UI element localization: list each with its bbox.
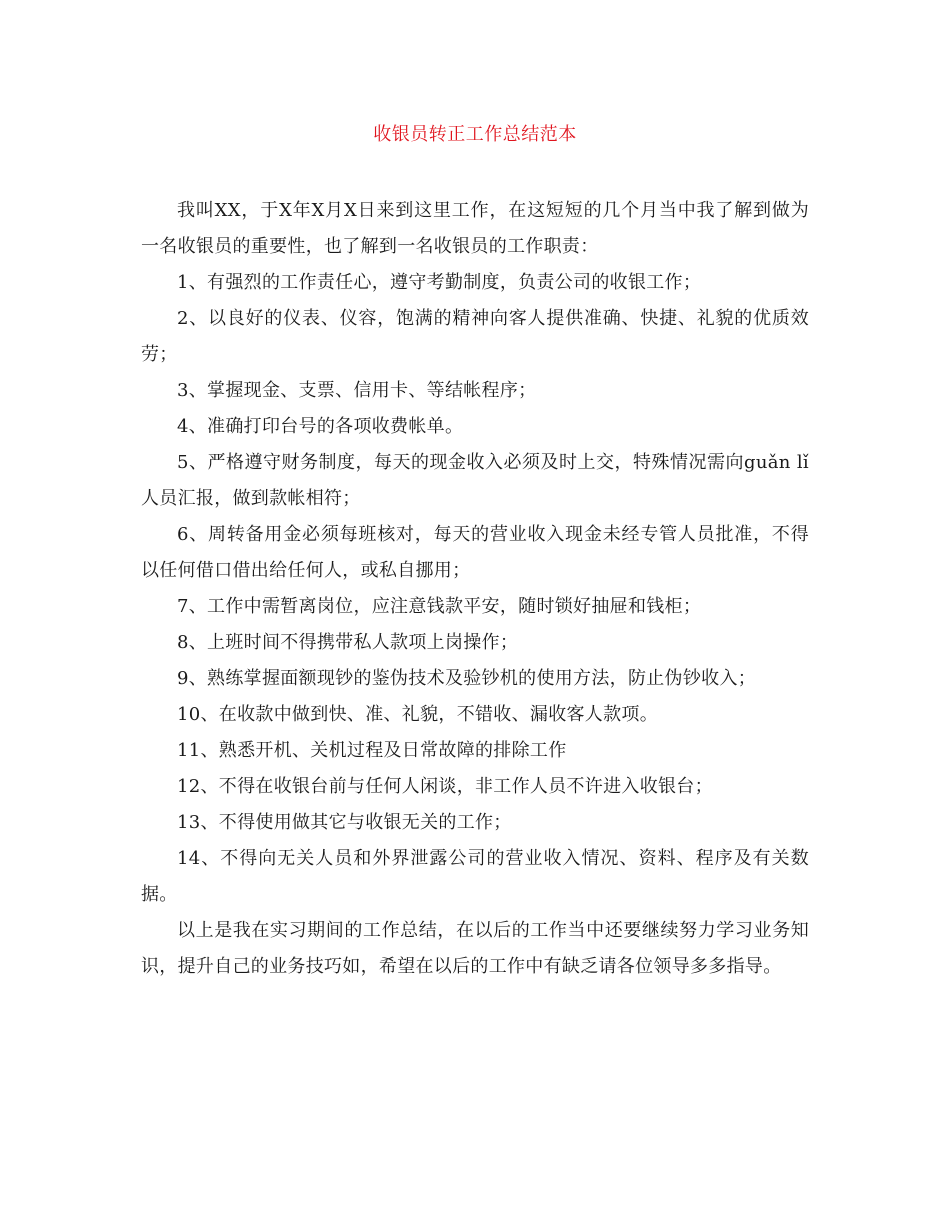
duty-item-13: 13、不得使用做其它与收银无关的工作；	[177, 812, 512, 833]
duty-item-4: 4、准确打印台号的各项收费帐单。	[177, 416, 464, 437]
duty-item-6: 6、周转备用金必须每班核对，每天的营业收入现金未经专管人员批准，不得以任何借口借出给任何人，或私自挪用；	[141, 524, 809, 581]
document-body	[141, 193, 809, 985]
duty-item-1: 1、有强烈的工作责任心，遵守考勤制度，负责公司的收银工作；	[177, 272, 702, 293]
duty-item-2: 2、以良好的仪表、仪容，饱满的精神向客人提供准确、快捷、礼貌的优质效劳；	[141, 308, 809, 365]
duty-item-12: 12、不得在收银台前与任何人闲谈，非工作人员不许进入收银台；	[177, 776, 713, 797]
intro-paragraph: 我叫XX，于X年X月X日来到这里工作，在这短短的几个月当中我了解到做为一名收银员的重要性，也了解到一名收银员的工作职责：	[141, 200, 809, 257]
duty-item-10: 10、在收款中做到快、准、礼貌，不错收、漏收客人款项。	[177, 704, 659, 725]
conclusion-paragraph: 以上是我在实习期间的工作总结，在以后的工作当中还要继续努力学习业务知识，提升自己的业务技巧如，希望在以后的工作中有缺乏请各位领导多多指导。	[141, 920, 809, 977]
document-title: 收银员转正工作总结范本	[373, 124, 577, 145]
duty-item-8: 8、上班时间不得携带私人款项上岗操作；	[177, 632, 519, 653]
duty-item-9: 9、熟练掌握面额现钞的鉴伪技术及验钞机的使用方法，防止伪钞收入；	[177, 668, 757, 689]
duty-item-11: 11、熟悉开机、关机过程及日常故障的排除工作	[177, 740, 567, 761]
duty-item-5: 5、严格遵守财务制度，每天的现金收入必须及时上交，特殊情况需向guǎn lǐ人员汇报，做到款帐相符；	[141, 452, 809, 509]
duty-item-7: 7、工作中需暂离岗位，应注意钱款平安，随时锁好抽屉和钱柜；	[177, 596, 702, 617]
duty-item-3: 3、掌握现金、支票、信用卡、等结帐程序；	[177, 380, 537, 401]
duty-item-14: 14、不得向无关人员和外界泄露公司的营业收入情况、资料、程序及有关数据。	[141, 848, 809, 905]
